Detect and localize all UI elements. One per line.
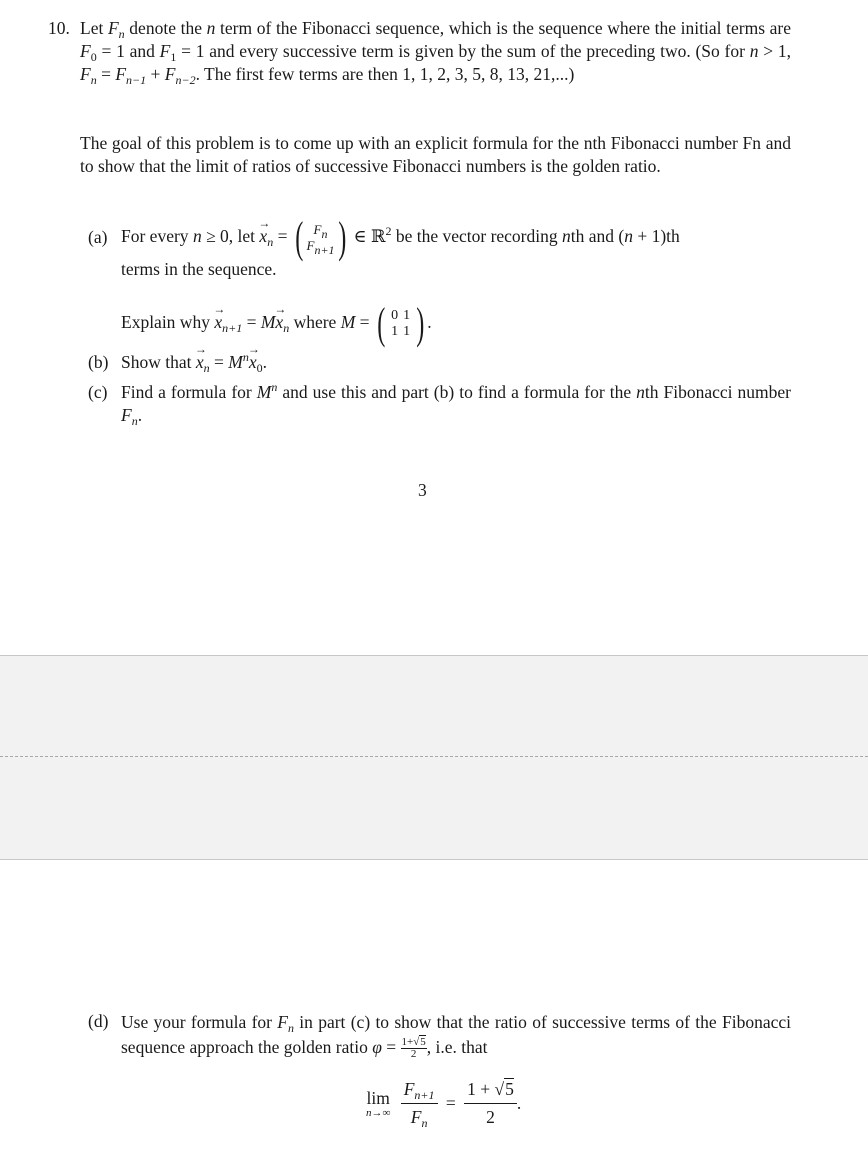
part-b-text: Show that → $x_n = M^n\to x_0$. <box>121 351 791 374</box>
problem-goal: The goal of this problem is to come up with an explicit formula for the nth Fibonacci number Fn and to show that the limit of ratios of successive Fibonacci numbers is the golden ratio. <box>80 133 791 176</box>
part-b-label: (b) <box>88 352 109 372</box>
golden-ratio-inline-fraction: $\frac{1+√5}{2}$ <box>401 1036 426 1061</box>
part-a-line1: For every n ≥ 0, let → $x_n$ = ( $F_n$ $F_{n+1}$ ) ∈ ℝ$^2$ be the vector recording nth and (n + 1)th <box>121 214 791 258</box>
limit-equation: lim n→∞ $\frac{F_{n+1}}{F_n}$ = $\frac{1 + √5}{2}$ . <box>366 1079 522 1130</box>
vector-column: ( $F_n$ $F_{n+1}$ ) <box>295 212 346 262</box>
page-break-band <box>0 655 868 860</box>
part-c-label: (c) <box>88 382 108 402</box>
page-number: 3 <box>418 480 427 500</box>
part-a-explain: Explain why → $x_{n+1} = M\to x_n$ where M = ( 0 1 1 1 ) . <box>121 300 791 344</box>
part-c-text: Find a formula for $M^n$ and use this and part (b) to find a formula for the nth Fibonacci number $F_n$. <box>121 380 791 428</box>
page-break-dashed-line <box>0 756 868 757</box>
part-a-label: (a) <box>88 227 108 247</box>
matrix-m: ( 0 1 1 1 ) <box>377 298 424 348</box>
problem-intro: Let $F_n$ denote the n term of the Fibonacci sequence, which is the sequence where the initial terms are $F_0 = 1$ and $F_1 = 1$ and every successive term is given by the sum of the preceding two. (So for n > 1, $F_n = F_{n-1} + F_{n-2}$. The first few terms are then 1, 1, 2, 3, 5, 8, 13, 21,...) <box>80 18 792 87</box>
part-d-label: (d) <box>88 1011 109 1031</box>
problem-number: 10. <box>48 18 70 38</box>
part-d-text: Use your formula for $F_n$ in part (c) to show that the ratio of successive terms of the Fibonacci sequence approach the golden ratio φ = $\frac{1+√5}{2}$ , i.e. that <box>121 1012 791 1061</box>
part-a-line2: terms in the sequence. <box>121 259 277 279</box>
